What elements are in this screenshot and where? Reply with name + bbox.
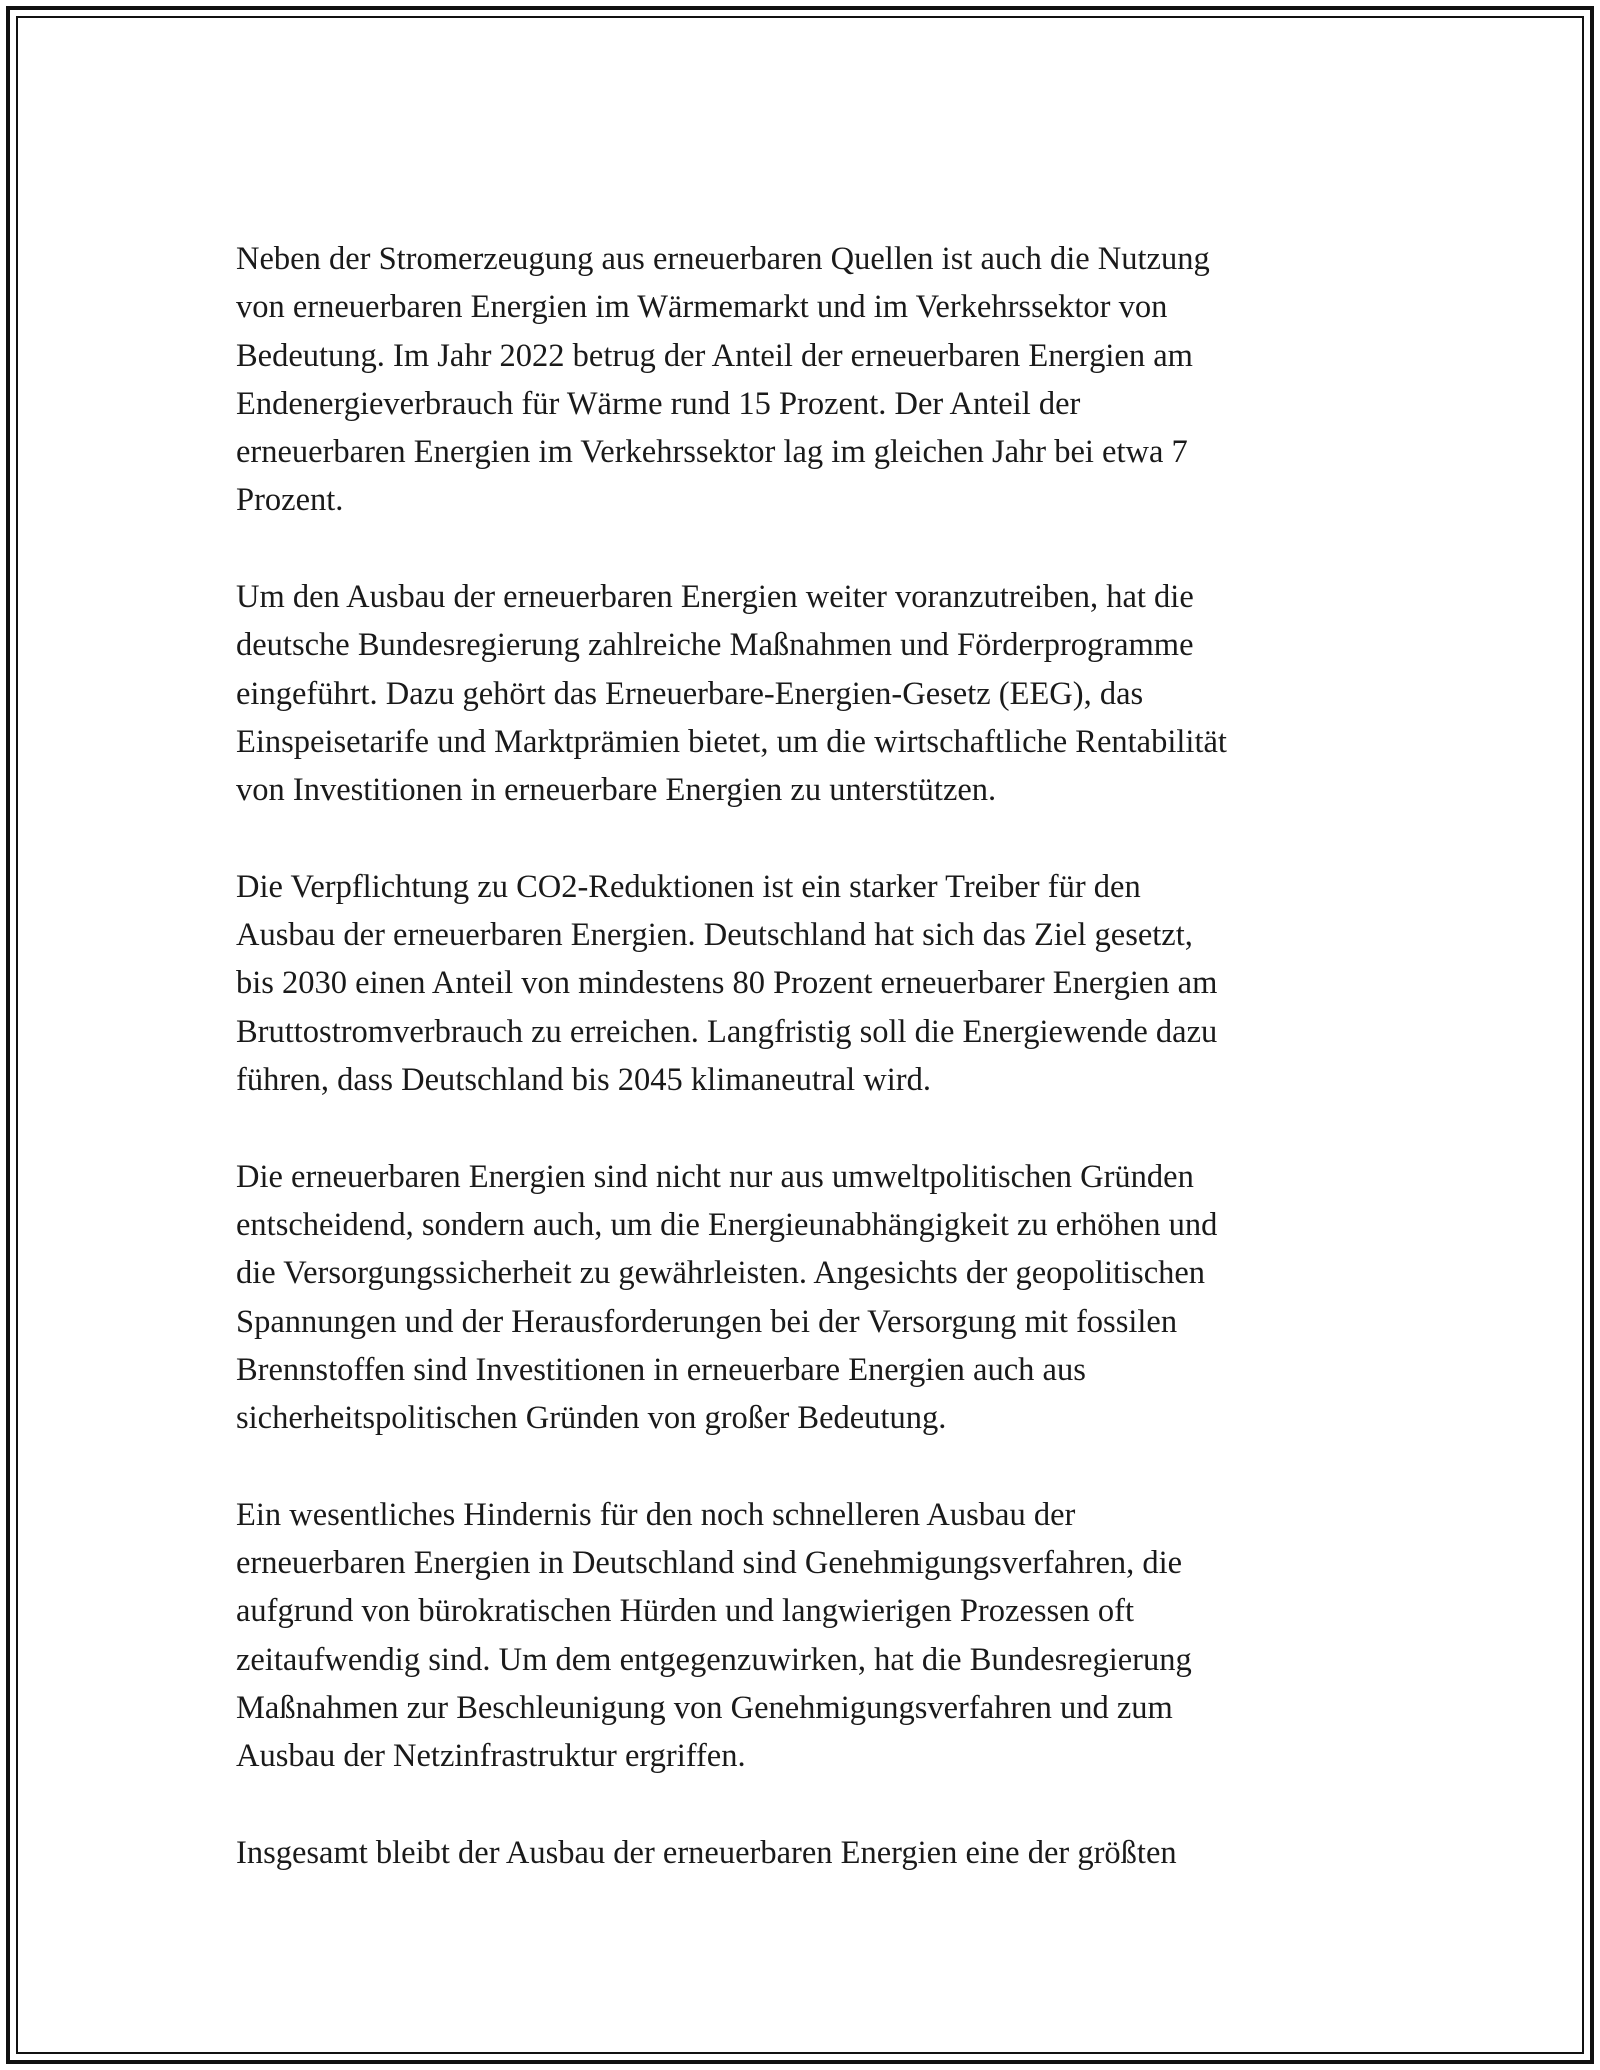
paragraph-fazit: Insgesamt bleibt der Ausbau der erneuerbaren Energien eine der größten [236, 1834, 1177, 1871]
paragraph-versorgungssicherheit: Die erneuerbaren Energien sind nicht nur aus umweltpolitischen Gründen entscheidend, sondern auch, um die Energieunabhängigkeit zu erhöhen und die Versorgungssicherheit zu gewährleisten. Angesichts der geopolitischen Spannungen und der Herausforderungen bei der Versorgung mit fossilen Brennstoffen sind Investitionen in erneuerbare Energien auch aus sicherheitspolitischen Gründen von großer Bedeutung. [236, 1158, 1218, 1437]
paragraph-genehmigungsverfahren: Ein wesentliches Hindernis für den noch schnelleren Ausbau der erneuerbaren Energien in Deutschland sind Genehmigungsverfahren, die aufgrund von bürokratischen Hürden und langwierigen Prozessen oft zeitaufwendig sind. Um dem entgegenzuwirken, hat die Bundesregierung Maßnahmen zur Beschleunigung von Genehmigungsverfahren und zum Ausbau der Netzinfrastruktur ergriffen. [236, 1496, 1192, 1775]
paragraph-foerderung-eeg: Um den Ausbau der erneuerbaren Energien weiter voranzutreiben, hat die deutsche Bundesregierung zahlreiche Maßnahmen und Förderprogramme eingeführt. Dazu gehört das Erneuerbare-Energien-Gesetz (EEG), das Einspeisetarife und Marktprämien bietet, um die wirtschaftliche Rentabilität von Investitionen in erneuerbare Energien zu unterstützen. [236, 579, 1227, 809]
paragraph-waerme-verkehr: Neben der Stromerzeugung aus erneuerbaren Quellen ist auch die Nutzung von erneuerbaren Energien im Wärmemarkt und im Verkehrssektor von Bedeutung. Im Jahr 2022 betrug der Anteil der erneuerbaren Energien am Endenergieverbrauch für Wärme rund 15 Prozent. Der Anteil der erneuerbaren Energien im Verkehrssektor lag im gleichen Jahr bei etwa 7 Prozent. [236, 241, 1210, 519]
paragraph-co2-ziele: Die Verpflichtung zu CO2-Reduktionen ist ein starker Treiber für den Ausbau der erneuerbaren Energien. Deutschland hat sich das Ziel gesetzt, bis 2030 einen Anteil von mindestens 80 Prozent erneuerbarer Energien am Bruttostromverbrauch zu erreichen. Langfristig soll die Energiewende dazu führen, dass Deutschland bis 2045 klimaneutral wird. [236, 868, 1218, 1099]
document-body [236, 235, 1366, 1925]
